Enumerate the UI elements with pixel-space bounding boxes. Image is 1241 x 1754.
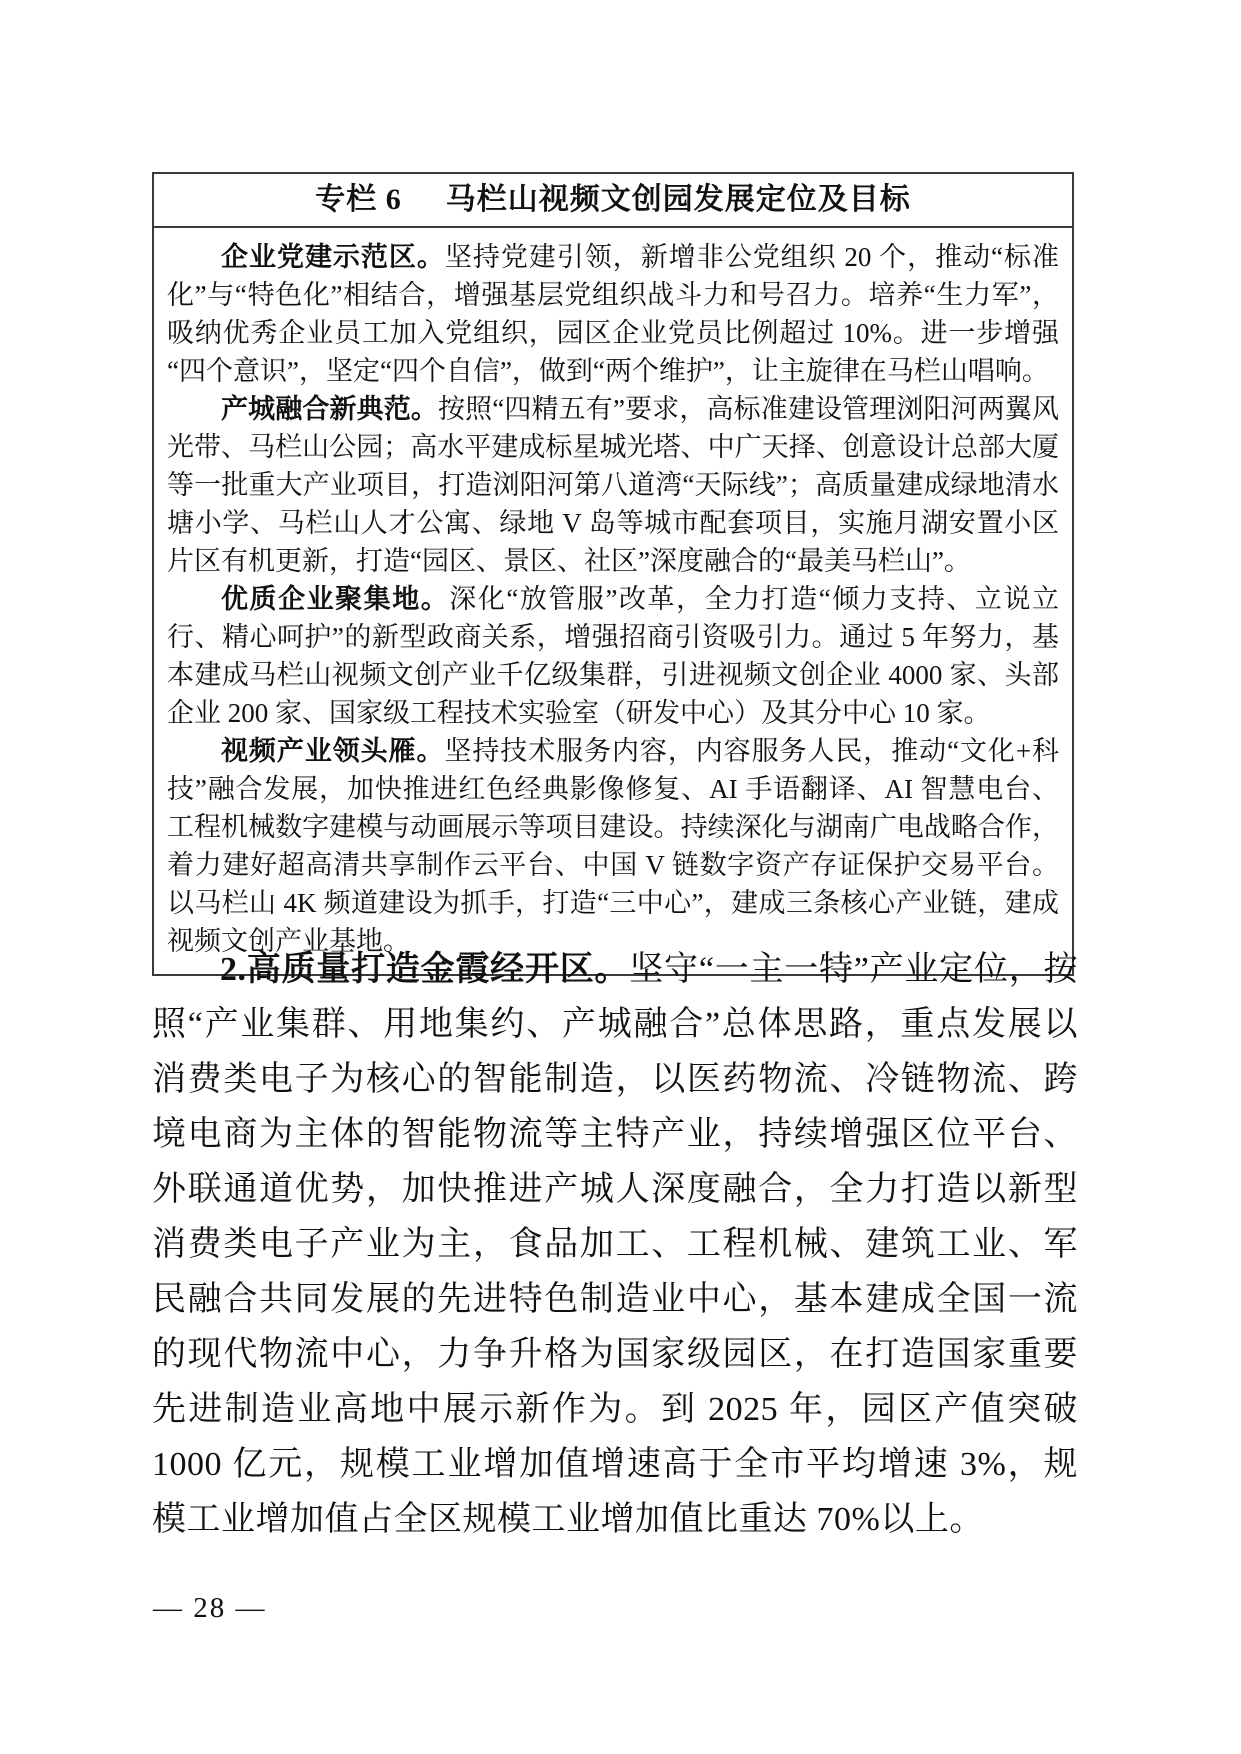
page-number: — 28 — <box>153 1592 267 1624</box>
feature-box-title <box>154 174 1072 228</box>
box-paragraph <box>167 580 1059 732</box>
box-paragraph-lead: 企业党建示范区。 <box>221 242 445 272</box>
box-paragraph-lead: 优质企业聚集地。 <box>221 584 450 614</box>
box-paragraph <box>167 238 1059 390</box>
box-paragraph-text: 按照“四精五有”要求，高标准建设管理浏阳河两翼风光带、马栏山公园；高水平建成标星城光塔、中广天择、创意设计总部大厦等一批重大产业项目，打造浏阳河第八道湾“天际线”；高质量建成绿地清水塘小学、马栏山人才公寓、绿地 V 岛等城市配套项目，实施月湖安置小区片区有机更新，打造“园区、景区、社区”深度融合的“最美马栏山”。 <box>167 394 1060 576</box>
feature-box-column-6 <box>152 172 1074 976</box>
box-paragraph <box>167 732 1059 960</box>
box-paragraph <box>167 390 1059 580</box>
box-paragraph-lead: 产城融合新典范。 <box>221 394 439 424</box>
body-paragraph-lead: 2.高质量打造金霞经开区。 <box>220 951 630 988</box>
body-paragraph <box>152 942 1078 1547</box>
box-paragraph-text: 深化“放管服”改革，全力打造“倾力支持、立说立行、精心呵护”的新型政商关系，增强招商引资吸引力。通过 5 年努力，基本建成马栏山视频文创产业千亿级集群，引进视频文创企业 4000 家、头部企业 200 家、国家级工程技术实验室（研发中心）及其分中心 10 家。 <box>167 584 1059 728</box>
body-paragraph-text-wrap <box>152 942 1078 1547</box>
box-paragraph-text: 坚持党建引领，新增非公党组织 20 个，推动“标准化”与“特色化”相结合，增强基层党组织战斗力和号召力。培养“生力军”，吸纳优秀企业员工加入党组织，园区企业党员比例超过 10%。进一步增强“四个意识”，坚定“四个自信”，做到“两个维护”，让主旋律在马栏山唱响。 <box>167 242 1060 386</box>
feature-box-title-text: 马栏山视频文创园发展定位及目标 <box>445 183 911 216</box>
box-paragraph-text: 坚持技术服务内容，内容服务人民，推动“文化+科技”融合发展，加快推进红色经典影像修复、AI 手语翻译、AI 智慧电台、工程机械数字建模与动画展示等项目建设。持续深化与湖南广电战略合作，着力建好超高清共享制作云平台、中国 V 链数字资产存证保护交易平台。以马栏山 4K 频道建设为抓手，打造“三中心”，建成三条核心产业链，建成视频文创产业基地。 <box>167 736 1060 956</box>
box-paragraph-lead: 视频产业领头雁。 <box>221 736 445 766</box>
feature-box-label: 专栏 6 <box>315 183 402 216</box>
body-paragraph-text: 坚守“一主一特”产业定位，按照“产业集群、用地集约、产城融合”总体思路，重点发展以消费类电子为核心的智能制造，以医药物流、冷链物流、跨境电商为主体的智能物流等主特产业，持续增强区位平台、外联通道优势，加快推进产城人深度融合，全力打造以新型消费类电子产业为主，食品加工、工程机械、建筑工业、军民融合共同发展的先进特色制造业中心，基本建成全国一流的现代物流中心，力争升格为国家级园区，在打造国家重要先进制造业高地中展示新作为。到 2025 年，园区产值突破 1000 亿元，规模工业增加值增速高于全市平均增速 3%，规模工业增加值占全区规模工业增加值比重达 70%以上。 <box>152 951 1079 1538</box>
feature-box-body <box>154 228 1072 974</box>
